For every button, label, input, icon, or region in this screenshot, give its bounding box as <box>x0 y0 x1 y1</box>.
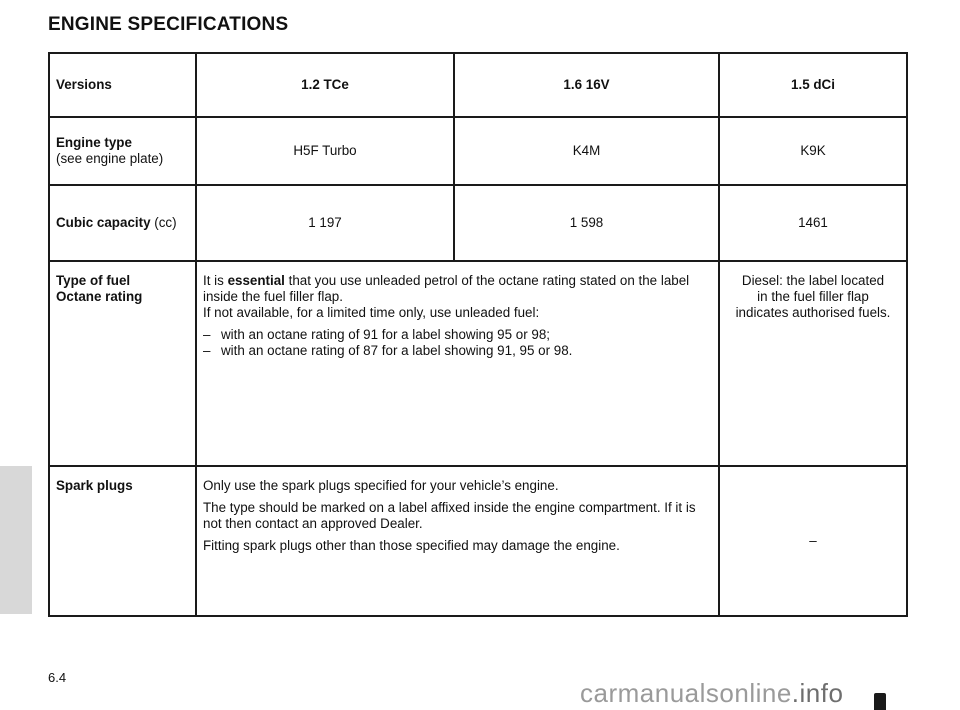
cubic-capacity-1-2-tce: 1 197 <box>196 185 454 261</box>
page-title: ENGINE SPECIFICATIONS <box>48 14 289 35</box>
petrol-intro <box>203 273 712 305</box>
page-marker-tab <box>874 693 886 710</box>
watermark <box>580 678 843 709</box>
table-header-row <box>49 53 907 117</box>
petrol-fuel-info <box>196 261 719 466</box>
engine-type-sublabel: (see engine plate) <box>56 151 164 166</box>
page-number: 6.4 <box>48 670 67 685</box>
cubic-capacity-1-5-dci: 1461 <box>719 185 907 261</box>
spark-plugs-para: The type should be marked on a label affixed inside the engine compartment. If it is not then contact an approved Dealer. <box>203 500 696 531</box>
header-version-1-5-dci: 1.5 dCi <box>719 53 907 117</box>
fuel-label-cell <box>49 261 196 466</box>
spark-plugs-para: Fitting spark plugs other than those specified may damage the engine. <box>203 538 620 553</box>
engine-type-label: Engine type <box>56 135 132 150</box>
octane-rating-label: Octane rating <box>56 289 143 304</box>
engine-type-1-5-dci: K9K <box>719 117 907 185</box>
engine-type-1-6-16v: K4M <box>454 117 719 185</box>
row-engine-type <box>49 117 907 185</box>
diesel-text-line: indicates authorised fuels. <box>735 305 891 320</box>
petrol-fallback-text: If not available, for a limited time only, use unleaded fuel: <box>203 305 540 320</box>
watermark-text-suffix: .info <box>791 678 844 708</box>
row-cubic-capacity <box>49 185 907 261</box>
cubic-capacity-label-cell <box>49 185 196 261</box>
header-version-1-6-16v: 1.6 16V <box>454 53 719 117</box>
header-version-1-2-tce: 1.2 TCe <box>196 53 454 117</box>
diesel-fuel-info <box>719 261 907 466</box>
diesel-text-line: in the fuel filler flap <box>757 289 869 304</box>
row-fuel <box>49 261 907 466</box>
engine-specifications-table <box>48 52 908 617</box>
cubic-capacity-unit: (cc) <box>154 215 177 230</box>
diesel-text-line: Diesel: the label located <box>741 273 885 288</box>
cubic-capacity-label: Cubic capacity <box>56 215 151 230</box>
header-versions: Versions <box>49 53 196 117</box>
engine-type-1-2-tce: H5F Turbo <box>196 117 454 185</box>
petrol-intro-text-b: that you use unleaded petrol of the octane rating stated on the label inside the fuel filler flap. <box>203 273 690 304</box>
spark-plugs-para: Only use the spark plugs specified for your vehicle’s engine. <box>203 478 559 493</box>
spark-plugs-label: Spark plugs <box>49 466 196 616</box>
engine-type-label-cell <box>49 117 196 185</box>
petrol-intro-emphasis: essential <box>227 273 285 288</box>
petrol-intro-text-a: It is <box>203 273 228 288</box>
watermark-text: carmanualsonline <box>580 678 792 708</box>
chapter-tab <box>0 466 32 614</box>
spark-plugs-info <box>196 466 719 616</box>
octane-fallback-item: – with an octane rating of 87 for a label showing 91, 95 or 98. <box>203 343 712 359</box>
cubic-capacity-1-6-16v: 1 598 <box>454 185 719 261</box>
type-of-fuel-label: Type of fuel <box>56 273 131 288</box>
row-spark-plugs <box>49 466 907 616</box>
octane-fallback-item: – with an octane rating of 91 for a label showing 95 or 98; <box>203 327 712 343</box>
spark-plugs-diesel-value: – <box>719 466 907 616</box>
octane-fallback-list <box>203 327 712 359</box>
